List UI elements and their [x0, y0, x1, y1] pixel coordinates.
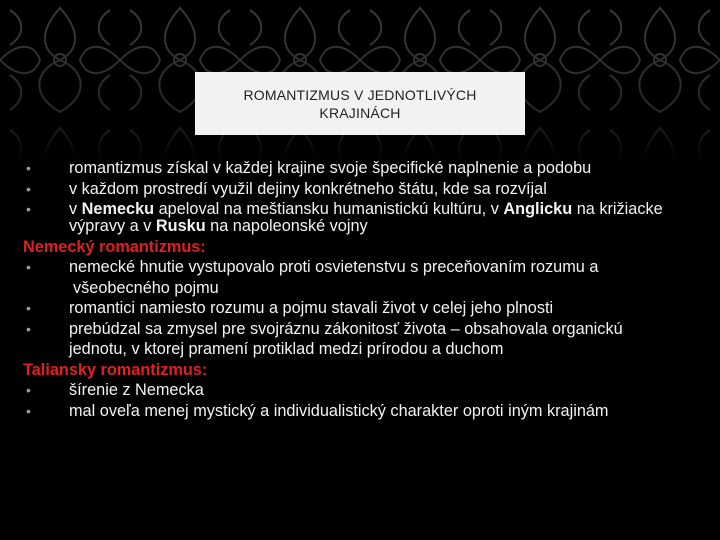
country-russia: Rusku	[155, 217, 206, 235]
text-run: apeloval na meštiansku humanistickú kultúru, v	[154, 200, 504, 218]
bullet-item	[20, 382, 700, 399]
bullet-item	[20, 160, 700, 177]
bullet-item	[20, 259, 700, 276]
section-heading-german: Nemecký romantizmus:	[23, 237, 206, 256]
bullet-icon: •	[26, 259, 31, 275]
slide-title: ROMANTIZMUS V JEDNOTLIVÝCH KRAJINÁCH	[243, 86, 477, 121]
bullet-item	[20, 403, 700, 420]
continuation-line: všeobecného pojmu	[73, 278, 219, 297]
bullet-icon: •	[26, 201, 31, 217]
text-run: na križiacke výpravy a v	[69, 200, 663, 235]
bullet-icon: •	[26, 320, 31, 337]
bullet-item	[20, 321, 700, 338]
bullet-item	[20, 181, 700, 198]
bullet-icon: •	[26, 300, 31, 316]
bullet-text: v každom prostredí využil dejiny konkrétneho štátu, kde sa rozvíjal	[69, 179, 547, 198]
text-run: na napoleonské vojny	[205, 217, 368, 235]
bullet-text: romantici namiesto rozumu a pojmu stavali život v celej jeho plnosti	[69, 299, 554, 317]
bullet-text: nemecké hnutie vystupovalo proti osvietenstvu s preceňovaním rozumu a	[69, 258, 599, 276]
bullet-item	[20, 201, 700, 235]
slide-content	[20, 160, 700, 423]
section-heading-italian: Taliansky romantizmus:	[23, 360, 208, 379]
title-box	[195, 72, 525, 135]
bullet-text: šírenie z Nemecka	[69, 381, 204, 399]
text-run: v	[69, 200, 82, 218]
bullet-item	[20, 300, 700, 317]
bullet-text: mal oveľa menej mystický a individualistický charakter oproti iným krajinám	[69, 401, 609, 420]
bullet-icon: •	[26, 402, 31, 419]
bullet-text	[69, 200, 663, 235]
bullet-icon: •	[26, 382, 31, 398]
continuation-line: jednotu, v ktorej pramení protiklad medzi prírodou a duchom	[69, 340, 504, 358]
bullet-icon: •	[26, 160, 31, 176]
bullet-text: prebúdzal sa zmysel pre svojráznu zákonitosť života – obsahovala organickú	[69, 319, 623, 338]
country-england: Anglicku	[503, 200, 573, 218]
country-germany: Nemecku	[81, 200, 155, 218]
bullet-text: romantizmus získal v každej krajine svoje špecifické naplnenie a podobu	[69, 159, 592, 177]
bullet-icon: •	[26, 180, 31, 197]
